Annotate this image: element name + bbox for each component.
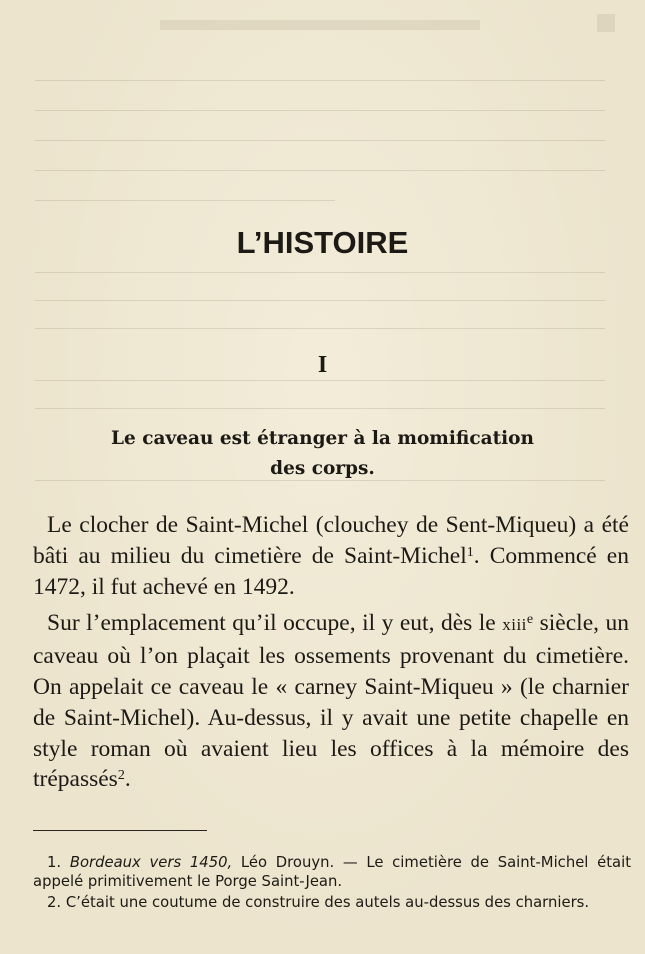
show-through-line [35,80,605,81]
footnote-2-number: 2. [47,894,66,911]
footnote-2 [33,893,631,912]
footnotes [33,853,631,914]
century-superscript: e [526,612,534,628]
paragraph-2-text-b: siècle, un caveau où l’on plaçait les ossements provenant du cimetière. On appelait ce caveau le « carney Saint-Miqueu » (le charnier de Saint-Michel). Au-dessus, il y avait une petite chapelle en style roman où avaient lieu les offices à la mémoire des trépassés [33,610,629,793]
paragraph-2-text-c: . [124,766,131,793]
footnote-1 [33,853,631,891]
show-through-line [35,200,335,201]
paragraph-1 [33,510,629,602]
show-through-line [35,110,605,111]
show-through-folio [597,14,615,32]
subtitle-line-2: des corps. [270,458,375,479]
show-through-line [35,328,605,329]
paragraph-1-text-b: . Commencé en 1472, il fut achevé en 1492. [33,542,629,600]
show-through-line [35,380,605,381]
show-through-line [35,300,605,301]
footnote-1-number: 1. [47,854,70,871]
footnote-separator [33,830,207,831]
show-through-line [35,170,605,171]
body-text [33,510,629,801]
footnote-ref-2: 2 [117,768,125,784]
chapter-title: L’HISTOIRE [236,225,409,260]
paragraph-2-text-a: Sur l’emplacement qu’il occupe, il y eut, dès le [47,610,503,637]
chapter-number: I [317,352,328,378]
footnote-ref-1: 1 [466,544,474,560]
paragraph-2 [33,608,629,795]
show-through-line [35,272,605,273]
footnote-1-text: Léo Drouyn. — Le cimetière de Saint-Michel était appelé primitivement le Porge Saint-Jean. [33,854,631,890]
show-through-running-head [160,20,480,30]
show-through-line [35,140,605,141]
show-through-line [35,408,605,409]
footnote-1-title: Bordeaux vers 1450, [69,854,233,871]
subtitle-line-1: Le caveau est étranger à la momification [111,428,534,449]
footnote-2-text: C’était une coutume de construire des autels au-dessus des charniers. [65,894,590,911]
paragraph-1-text-a: Le clocher de Saint-Michel (clouchey de Sent-Miqueu) a été bâti au milieu du cimetière de Saint-Michel [33,512,629,569]
century-numeral: xiii [502,615,527,635]
chapter-subtitle [40,424,605,484]
